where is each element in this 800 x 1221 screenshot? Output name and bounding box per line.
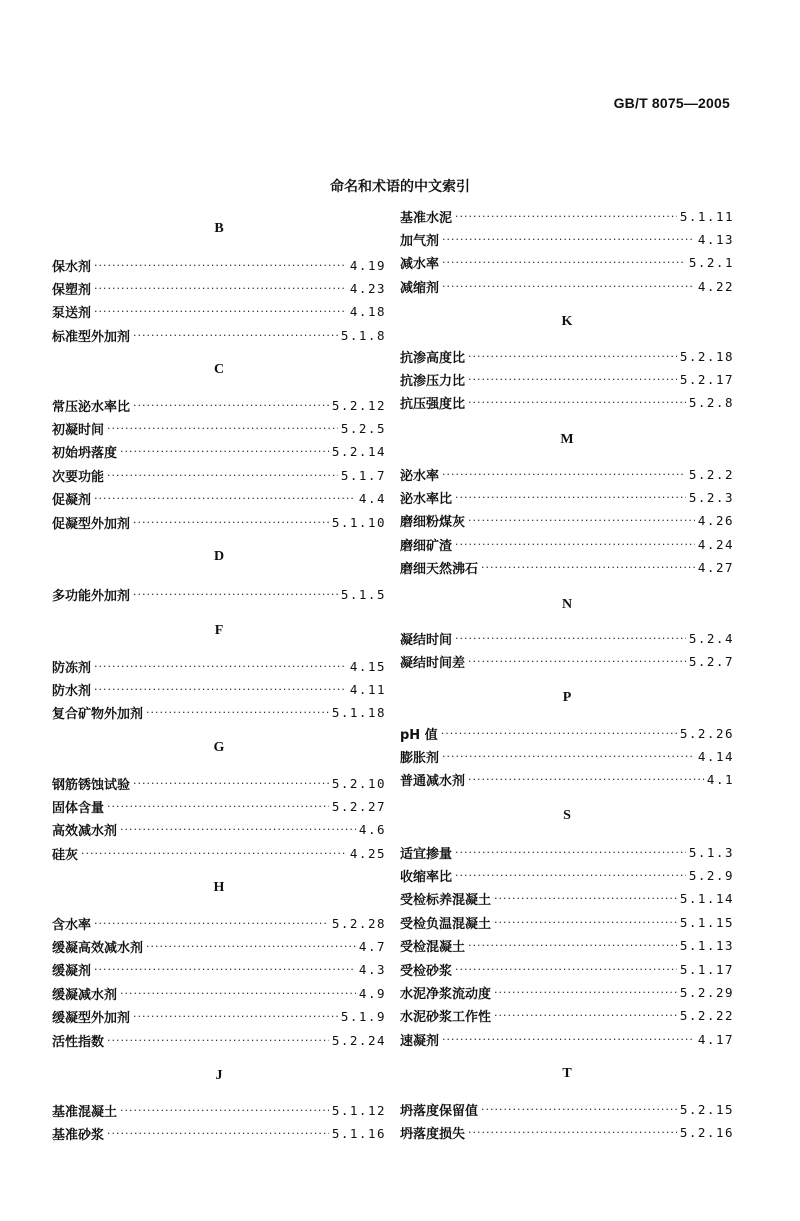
index-term: 固体含量 [52, 800, 105, 816]
index-entry [52, 960, 386, 980]
index-entry [52, 679, 386, 699]
index-term: 促凝型外加剂 [52, 516, 131, 532]
index-entry [52, 584, 386, 604]
index-term: 基准混凝土 [52, 1104, 118, 1120]
dot-leader [455, 963, 677, 976]
dot-leader [481, 1103, 677, 1116]
dot-leader [120, 823, 356, 836]
clause-reference: 5.2.26 [679, 725, 734, 741]
index-term: 保水剂 [52, 259, 92, 275]
dot-leader [468, 655, 686, 668]
index-entry [400, 1029, 734, 1049]
index-entry [400, 464, 734, 484]
index-term: 高效减水剂 [52, 824, 118, 840]
index-term: 泵送剂 [52, 306, 92, 322]
clause-reference: 5.2.24 [331, 1032, 386, 1048]
index-term: 减缩剂 [400, 280, 440, 296]
index-entry [52, 512, 386, 532]
clause-reference: 5.2.14 [331, 444, 386, 460]
index-term: 含水率 [52, 917, 92, 933]
dot-leader [442, 750, 695, 763]
clause-reference: 5.1.5 [340, 586, 386, 602]
index-entry [400, 276, 734, 296]
index-entry [400, 912, 734, 932]
index-term: 收缩率比 [400, 869, 453, 885]
dot-leader [468, 773, 704, 786]
dot-leader [94, 683, 347, 696]
index-entry [400, 959, 734, 979]
dot-leader [455, 846, 686, 859]
clause-reference: 4.24 [697, 536, 734, 552]
index-term: 坍落度损失 [400, 1126, 466, 1142]
clause-reference: 5.2.9 [688, 867, 734, 883]
page-title: 命名和术语的中文索引 [330, 179, 470, 195]
dot-leader [94, 305, 347, 318]
index-entry [400, 982, 734, 1002]
index-entry [52, 278, 386, 298]
dot-leader [133, 777, 329, 790]
dot-leader [107, 1034, 329, 1047]
index-entry [400, 1099, 734, 1119]
dot-leader [494, 892, 677, 905]
dot-leader [468, 514, 695, 527]
clause-reference: 5.2.8 [688, 395, 734, 411]
index-term: 缓凝高效减水剂 [52, 940, 144, 956]
index-entry [400, 487, 734, 507]
clause-reference: 5.2.5 [340, 420, 386, 436]
index-term: 受检标养混凝土 [400, 893, 492, 909]
index-term: 钢筋锈蚀试验 [52, 777, 131, 793]
index-term: 抗压强度比 [400, 397, 466, 413]
dot-leader [133, 399, 329, 412]
clause-reference: 4.27 [697, 560, 734, 576]
dot-leader [133, 588, 338, 601]
clause-reference: 4.14 [697, 748, 734, 764]
index-entry [52, 843, 386, 863]
index-term: 速凝剂 [400, 1033, 440, 1049]
dot-leader [442, 256, 686, 269]
index-term: 凝结时间差 [400, 655, 466, 671]
index-term: 水泥砂浆工作性 [400, 1010, 492, 1026]
index-term: 凝结时间 [400, 632, 453, 648]
dot-leader [442, 468, 686, 481]
dot-leader [94, 282, 347, 295]
index-term: 坍落度保留值 [400, 1103, 479, 1119]
index-term: 硅灰 [52, 847, 79, 863]
dot-leader [442, 280, 695, 293]
section-letter: D [213, 549, 225, 564]
index-term: 加气剂 [400, 233, 440, 249]
clause-reference: 5.1.16 [331, 1125, 386, 1141]
dot-leader [494, 916, 677, 929]
index-entry [400, 842, 734, 862]
dot-leader [146, 940, 356, 953]
dot-leader [107, 1127, 329, 1140]
clause-reference: 5.2.10 [331, 775, 386, 791]
clause-reference: 5.2.17 [679, 371, 734, 387]
clause-reference: 5.2.16 [679, 1124, 734, 1140]
index-term: 常压泌水率比 [52, 399, 131, 415]
clause-reference: 5.2.28 [331, 915, 386, 931]
clause-reference: 5.1.18 [331, 705, 386, 721]
clause-reference: 5.1.17 [679, 961, 734, 977]
clause-reference: 5.1.12 [331, 1102, 386, 1118]
clause-reference: 5.2.18 [679, 348, 734, 364]
index-entry [52, 773, 386, 793]
dot-leader [94, 963, 356, 976]
index-entry [400, 1006, 734, 1026]
clause-reference: 5.1.13 [679, 938, 734, 954]
clause-reference: 5.2.15 [679, 1101, 734, 1117]
section-letter: H [213, 880, 225, 895]
dot-leader [94, 917, 329, 930]
index-entry [52, 820, 386, 840]
index-term: 防水剂 [52, 683, 92, 699]
dot-leader [455, 632, 686, 645]
dot-leader [81, 847, 347, 860]
index-entry [52, 1100, 386, 1120]
clause-reference: 5.1.3 [688, 844, 734, 860]
dot-leader [468, 939, 677, 952]
section-letter: G [213, 740, 225, 755]
index-term: 普通减水剂 [400, 774, 466, 790]
dot-leader [468, 373, 677, 386]
index-entry [400, 723, 734, 743]
section-letter: J [215, 1068, 223, 1083]
index-term: 基准砂浆 [52, 1127, 105, 1143]
index-term: 初凝时间 [52, 422, 105, 438]
index-entry [52, 983, 386, 1003]
index-entry [400, 865, 734, 885]
index-term: 受检混凝土 [400, 940, 466, 956]
index-term: 促凝剂 [52, 493, 92, 509]
dot-leader [94, 492, 356, 505]
section-letter: C [213, 362, 225, 377]
index-entry [52, 1123, 386, 1143]
index-entry [52, 395, 386, 415]
index-term: 抗渗高度比 [400, 350, 466, 366]
index-entry [52, 465, 386, 485]
index-term: 磨细粉煤灰 [400, 515, 466, 531]
clause-reference: 4.11 [349, 681, 386, 697]
index-entry [52, 1030, 386, 1050]
clause-reference: 4.26 [697, 513, 734, 529]
clause-reference: 4.15 [349, 658, 386, 674]
index-entry [52, 255, 386, 275]
dot-leader [133, 516, 329, 529]
index-term: 泌水率比 [400, 491, 453, 507]
clause-reference: 5.2.2 [688, 466, 734, 482]
index-term: 适宜掺量 [400, 846, 453, 862]
index-term: 缓凝减水剂 [52, 987, 118, 1003]
index-term: 泌水率 [400, 468, 440, 484]
clause-reference: 4.13 [697, 231, 734, 247]
index-entry [52, 418, 386, 438]
section-letter: B [214, 221, 224, 236]
index-entry [400, 558, 734, 578]
clause-reference: 4.4 [358, 491, 386, 507]
index-term: 基准水泥 [400, 210, 453, 226]
clause-reference: 5.2.3 [688, 489, 734, 505]
section-letter: S [563, 808, 571, 823]
dot-leader [481, 561, 695, 574]
index-term: 受检砂浆 [400, 963, 453, 979]
clause-reference: 5.2.7 [688, 653, 734, 669]
index-term: 缓凝剂 [52, 964, 92, 980]
index-entry [52, 936, 386, 956]
standard-code: GB/T 8075—2005 [613, 95, 730, 111]
index-entry [400, 346, 734, 366]
index-entry [400, 1122, 734, 1142]
dot-leader [146, 706, 329, 719]
dot-leader [133, 329, 338, 342]
clause-reference: 5.1.10 [331, 514, 386, 530]
index-term: 磨细天然沸石 [400, 562, 479, 578]
index-entry [400, 229, 734, 249]
clause-reference: 5.1.15 [679, 914, 734, 930]
index-entry [400, 511, 734, 531]
dot-leader [107, 422, 338, 435]
index-term: 膨胀剂 [400, 750, 440, 766]
index-entry [52, 656, 386, 676]
dot-leader [455, 491, 686, 504]
clause-reference: 5.1.14 [679, 891, 734, 907]
index-entry [52, 325, 386, 345]
index-term: 水泥净浆流动度 [400, 986, 492, 1002]
dot-leader [455, 210, 677, 223]
index-entry [400, 534, 734, 554]
index-entry [400, 936, 734, 956]
index-entry [400, 628, 734, 648]
index-term: 受检负温混凝土 [400, 916, 492, 932]
index-entry [400, 746, 734, 766]
section-letter: M [560, 432, 574, 447]
clause-reference: 5.1.8 [340, 327, 386, 343]
dot-leader [94, 660, 347, 673]
index-term: 复合矿物外加剂 [52, 707, 144, 723]
dot-leader [94, 259, 347, 272]
index-term: 活性指数 [52, 1034, 105, 1050]
dot-leader [468, 350, 677, 363]
dot-leader [468, 1126, 677, 1139]
index-term: 减水率 [400, 257, 440, 273]
section-letter: P [562, 690, 572, 705]
index-term: 多功能外加剂 [52, 588, 131, 604]
clause-reference: 5.1.9 [340, 1009, 386, 1025]
index-entry [52, 302, 386, 322]
clause-reference: 5.1.7 [340, 467, 386, 483]
index-term: 缓凝型外加剂 [52, 1011, 131, 1027]
dot-leader [442, 233, 695, 246]
index-entry [400, 369, 734, 389]
dot-leader [107, 469, 338, 482]
clause-reference: 4.9 [358, 985, 386, 1001]
section-letter: N [561, 597, 573, 612]
index-entry [52, 796, 386, 816]
index-entry [52, 1007, 386, 1027]
clause-reference: 4.22 [697, 278, 734, 294]
index-term: 次要功能 [52, 469, 105, 485]
dot-leader [441, 727, 677, 740]
dot-leader [120, 987, 356, 1000]
clause-reference: 5.2.29 [679, 984, 734, 1000]
clause-reference: 4.25 [349, 845, 386, 861]
dot-leader [494, 1009, 677, 1022]
index-entry [52, 442, 386, 462]
dot-leader [120, 445, 329, 458]
clause-reference: 5.2.12 [331, 397, 386, 413]
index-entry [400, 253, 734, 273]
index-entry [52, 703, 386, 723]
dot-leader [442, 1033, 695, 1046]
section-letter: K [561, 314, 573, 329]
clause-reference: 4.3 [358, 962, 386, 978]
index-entry [400, 393, 734, 413]
dot-leader [120, 1104, 329, 1117]
section-letter: F [214, 623, 224, 638]
index-entry [400, 889, 734, 909]
index-term: 标准型外加剂 [52, 329, 131, 345]
clause-reference: 5.1.11 [679, 208, 734, 224]
index-term: 磨细矿渣 [400, 538, 453, 554]
index-term: 抗渗压力比 [400, 373, 466, 389]
section-letter: T [562, 1066, 572, 1081]
clause-reference: 4.6 [358, 822, 386, 838]
clause-reference: 5.2.1 [688, 255, 734, 271]
clause-reference: 5.2.4 [688, 630, 734, 646]
index-term: 初始坍落度 [52, 446, 118, 462]
index-entry [52, 489, 386, 509]
index-term: 防冻剂 [52, 660, 92, 676]
clause-reference: 5.2.27 [331, 798, 386, 814]
index-entry [52, 913, 386, 933]
dot-leader [455, 538, 695, 551]
index-term: 保塑剂 [52, 282, 92, 298]
clause-reference: 5.2.22 [679, 1008, 734, 1024]
dot-leader [107, 800, 329, 813]
index-entry [400, 651, 734, 671]
dot-leader [494, 986, 677, 999]
clause-reference: 4.23 [349, 280, 386, 296]
dot-leader [455, 869, 686, 882]
index-term: pH 值 [400, 727, 438, 743]
clause-reference: 4.7 [358, 938, 386, 954]
clause-reference: 4.18 [349, 304, 386, 320]
index-entry [400, 206, 734, 226]
dot-leader [468, 396, 686, 409]
clause-reference: 4.1 [706, 772, 734, 788]
clause-reference: 4.17 [697, 1031, 734, 1047]
index-entry [400, 770, 734, 790]
dot-leader [133, 1010, 338, 1023]
clause-reference: 4.19 [349, 257, 386, 273]
